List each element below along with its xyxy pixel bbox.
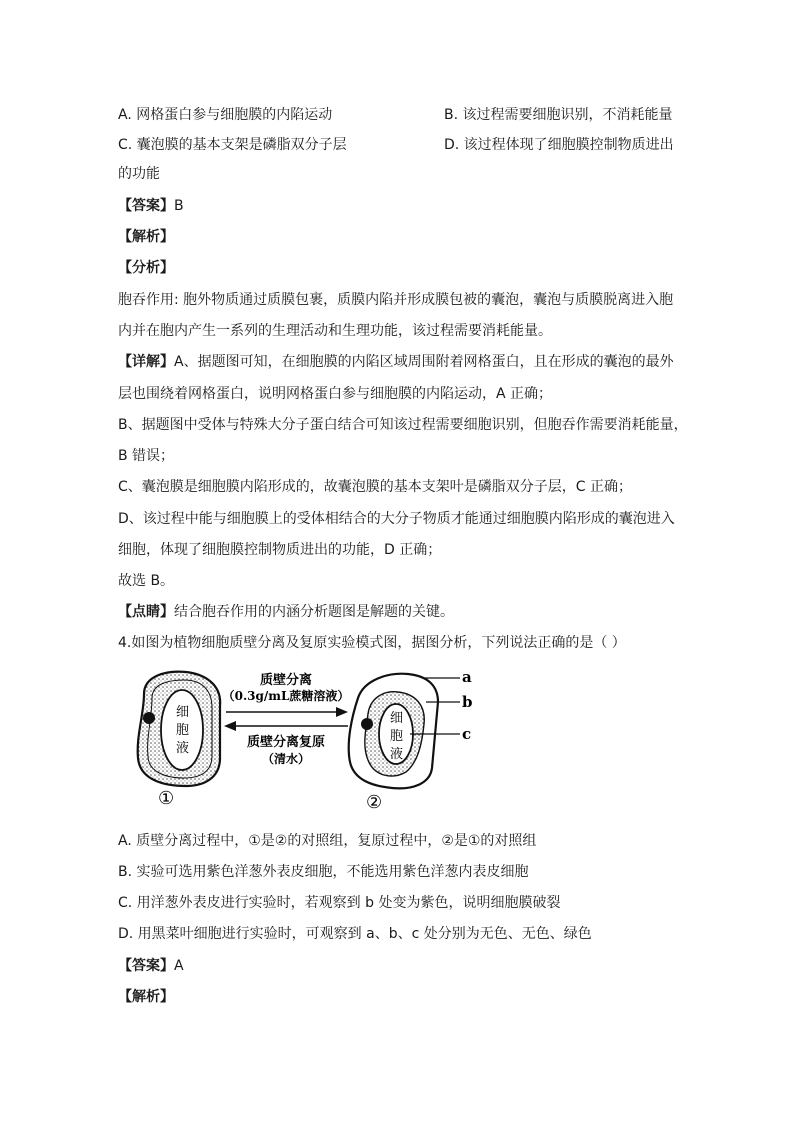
experiment-arrows — [223, 672, 350, 766]
vacuole-label-char: 液 — [176, 741, 190, 756]
detail-line: B、据题图中受体与特殊大分子蛋白结合可知该过程需要细胞识别，但胞吞作需要消耗能量， — [118, 417, 688, 433]
arrow-top-solution: （0.3g/mL蔗糖溶液） — [222, 689, 350, 703]
vacuole-label-char: 细 — [176, 705, 190, 720]
q4-stem: 4.如图为植物细胞质壁分离及复原实验模式图，据图分析，下列说法正确的是（ ） — [118, 635, 626, 651]
label-a: a — [462, 668, 472, 686]
fenxi-tag: 【分析】 — [118, 260, 174, 276]
detail-line: D、该过程中能与细胞膜上的受体相结合的大分子物质才能通过细胞膜内陷形成的囊泡进入 — [118, 511, 675, 527]
q3-option-d-continuation: 的功能 — [118, 166, 160, 182]
cell-1-number: ① — [158, 788, 175, 809]
q4-option-d: D. 用黑菜叶细胞进行实验时，可观察到 a、b、c 处分别为无色、无色、绿色 — [118, 926, 592, 942]
dianjing-text: 结合胞吞作用的内涵分析题图是解题的关键。 — [174, 604, 454, 620]
vacuole-label-char: 液 — [390, 747, 404, 762]
q3-option-b: B. 该过程需要细胞识别，不消耗能量 — [444, 107, 673, 123]
vacuole-label-char: 细 — [390, 711, 404, 726]
forward-arrow-head — [336, 707, 348, 717]
vacuole-label-char: 胞 — [390, 729, 404, 744]
reverse-arrow-head — [224, 721, 236, 731]
cell-1-nucleus — [143, 712, 155, 724]
q3-option-a: A. 网格蛋白参与细胞膜的内陷运动 — [118, 107, 333, 123]
detail-line: C、囊泡膜是细胞膜内陷形成的，故囊泡膜的基本支架叶是磷脂双分子层，C 正确； — [118, 479, 632, 495]
cell-1-diagram — [138, 672, 220, 809]
detail-line — [118, 352, 674, 372]
q3-option-c: C. 囊泡膜的基本支架是磷脂双分子层 — [118, 137, 347, 153]
detail-line: B 错误； — [118, 448, 175, 464]
label-c: c — [462, 725, 472, 743]
arrow-bottom-solution: （清水） — [261, 752, 311, 766]
detail-line: 故选 B。 — [118, 573, 175, 589]
arrow-bottom-label: 质壁分离复原 — [246, 735, 326, 750]
analysis-tag: 【解析】 — [118, 229, 174, 245]
dianjing-tag: 【点睛】 — [118, 604, 174, 620]
analysis-tag: 【解析】 — [118, 989, 174, 1005]
answer-tag: 【答案】 — [118, 198, 174, 214]
label-b: b — [462, 693, 473, 711]
answer-tag: 【答案】 — [118, 958, 174, 974]
detail-tag: 【详解】 — [118, 354, 174, 370]
dianjing-line — [118, 602, 454, 622]
q3-option-d: D. 该过程体现了细胞膜控制物质进出 — [444, 137, 674, 153]
answer-value: A — [174, 958, 184, 974]
detail-first-text: A、据题图可知，在细胞膜的内陷区域周围附着网格蛋白，且在形成的囊泡的最外 — [174, 354, 674, 370]
fenxi-line: 胞吞作用: 胞外物质通过质膜包裹，质膜内陷并形成膜包被的囊泡，囊泡与质膜脱离进入胞 — [118, 292, 674, 308]
cell-2-nucleus — [361, 718, 373, 730]
arrow-top-label: 质壁分离 — [259, 673, 313, 688]
answer-value: B — [174, 198, 184, 214]
q4-option-b: B. 实验可选用紫色洋葱外表皮细胞，不能选用紫色洋葱内表皮细胞 — [118, 864, 529, 880]
vacuole-label-char: 胞 — [176, 723, 190, 738]
q4-answer — [118, 956, 184, 976]
cell-2-diagram — [349, 674, 438, 812]
q4-option-a: A. 质壁分离过程中，①是②的对照组，复原过程中，②是①的对照组 — [118, 833, 537, 849]
cell-2-number: ② — [366, 792, 383, 812]
plasmolysis-figure — [126, 662, 506, 812]
q4-option-c: C. 用洋葱外表皮进行实验时，若观察到 b 处变为紫色，说明细胞膜破裂 — [118, 895, 561, 911]
fenxi-line: 内并在胞内产生一系列的生理活动和生理功能，该过程需要消耗能量。 — [118, 323, 552, 339]
q3-answer — [118, 196, 184, 216]
detail-line: 细胞，体现了细胞膜控制物质进出的功能，D 正确； — [118, 542, 442, 558]
detail-line: 层也围绕着网格蛋白，说明网格蛋白参与细胞膜的内陷运动，A 正确； — [118, 386, 553, 402]
